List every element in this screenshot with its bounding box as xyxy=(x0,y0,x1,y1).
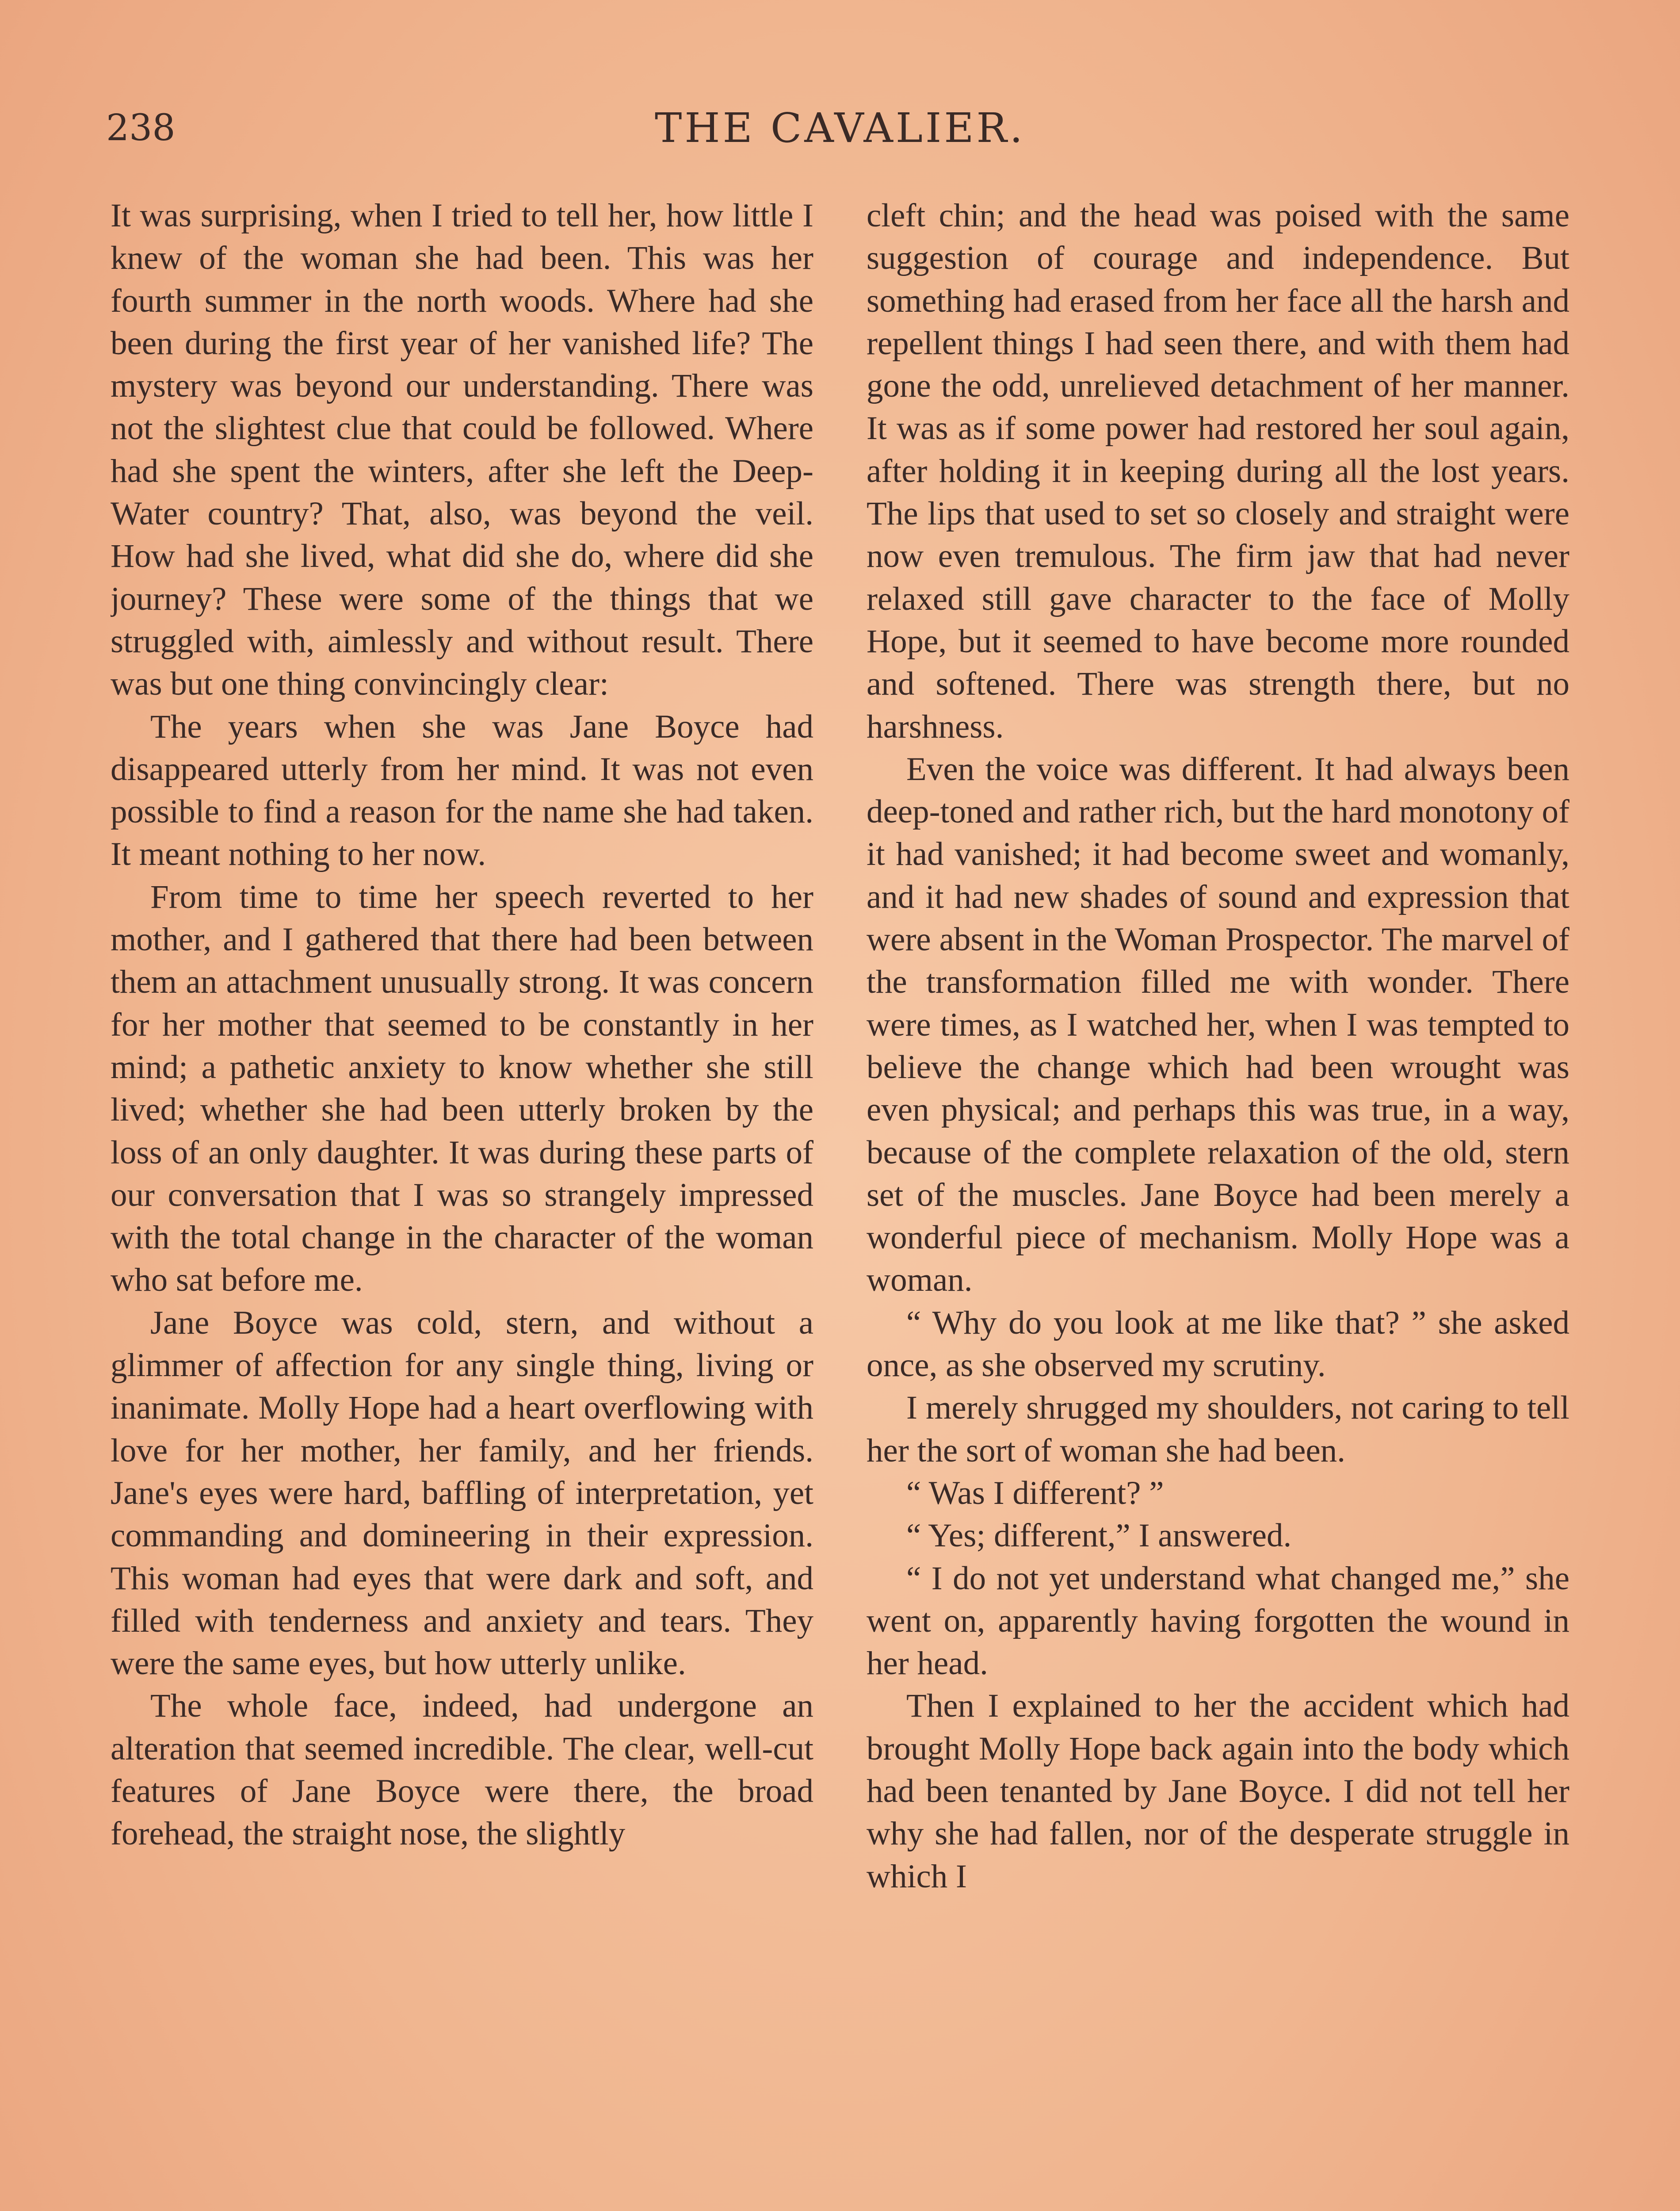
running-title: THE CAVALIER. xyxy=(655,104,1025,152)
paragraph: It was surprising, when I tried to tell her, how little I knew of the woman she had been. This was her fourth summer in the north woods. Where had she been during the first year of her vanished life? The mystery was beyond our understanding. There was not the slightest clue that could be followed. Where had she spent the winters, after she left the Deep-Water country? That, also, was beyond the veil. How had she lived, what did she do, where did she journey? These were some of the things that we struggled with, aimlessly and without result. There was but one thing convincingly clear: xyxy=(111,197,813,703)
paragraph: Jane Boyce was cold, stern, and without a glimmer of affection for any single thing, living or inanimate. Molly Hope had a heart overflowing with love for her mother, her family, and her friends. Jane's eyes were hard, baffling of interpretation, yet commanding and domineering in their expression. This woman had eyes that were dark and soft, and filled with tenderness and anxiety and tears. They were the same eyes, but how utterly unlike. xyxy=(111,1304,813,1682)
page-header xyxy=(106,102,1574,155)
paragraph: From time to time her speech reverted to her mother, and I gathered that there had been between them an attachment unusually strong. It was concern for her mother that seemed to be constantly in her mind; a pathetic anxiety to know whether she still lived; whether she had been utterly broken by the loss of an only daughter. It was during these parts of our conversation that I was so strangely impressed with the total change in the character of the woman who sat before me. xyxy=(111,878,813,1299)
paragraph: Then I explained to her the accident which had brought Molly Hope back again into the body which had been tenanted by Jane Boyce. I did not tell her why she had fallen, nor of the desperate struggle in which I xyxy=(867,1687,1569,1895)
right-column xyxy=(867,195,1569,2211)
paragraph: Even the voice was different. It had always been deep-toned and rather rich, but the hard monotony of it had vanished; it had become sweet and womanly, and it had new shades of sound and expression that were absent in the Woman Prospector. The marvel of the transformation filled me with wonder. There were times, as I watched her, when I was tempted to believe the change which had been wrought was even physical; and perhaps this was true, in a way, because of the complete relaxation of the old, stern set of the muscles. Jane Boyce had been merely a wonderful piece of mechanism. Molly Hope was a woman. xyxy=(867,750,1569,1299)
left-column xyxy=(111,195,813,2211)
paragraph: I merely shrugged my shoulders, not caring to tell her the sort of woman she had been. xyxy=(867,1389,1569,1469)
paragraph: “ Was I different? ” xyxy=(906,1474,1164,1511)
paragraph: cleft chin; and the head was poised with the same suggestion of courage and independence. But something had erased from her face all the harsh and repellent things I had seen there, and with them had gone the odd, unrelieved detachment of her manner. It was as if some power had restored her soul again, after holding it in keeping during all the lost years. The lips that used to set so closely and straight were now even tremulous. The firm jaw that had never relaxed still gave character to the face of Molly Hope, but it seemed to have become more rounded and softened. There was strength there, but no harshness. xyxy=(867,197,1569,745)
paragraph: The whole face, indeed, had undergone an alteration that seemed incredible. The clear, well-cut features of Jane Boyce were there, the broad forehead, the straight nose, the slightly xyxy=(111,1687,813,1852)
paragraph: The years when she was Jane Boyce had disappeared utterly from her mind. It was not even possible to find a reason for the name she had taken. It meant nothing to her now. xyxy=(111,708,813,873)
paragraph: “ I do not yet understand what changed me,” she went on, apparently having forgotten the wound in her head. xyxy=(867,1560,1569,1682)
paragraph: “ Yes; different,” I answered. xyxy=(906,1517,1292,1554)
paragraph: “ Why do you look at me like that? ” she asked once, as she observed my scrutiny. xyxy=(867,1304,1569,1384)
page-number: 238 xyxy=(106,107,176,149)
